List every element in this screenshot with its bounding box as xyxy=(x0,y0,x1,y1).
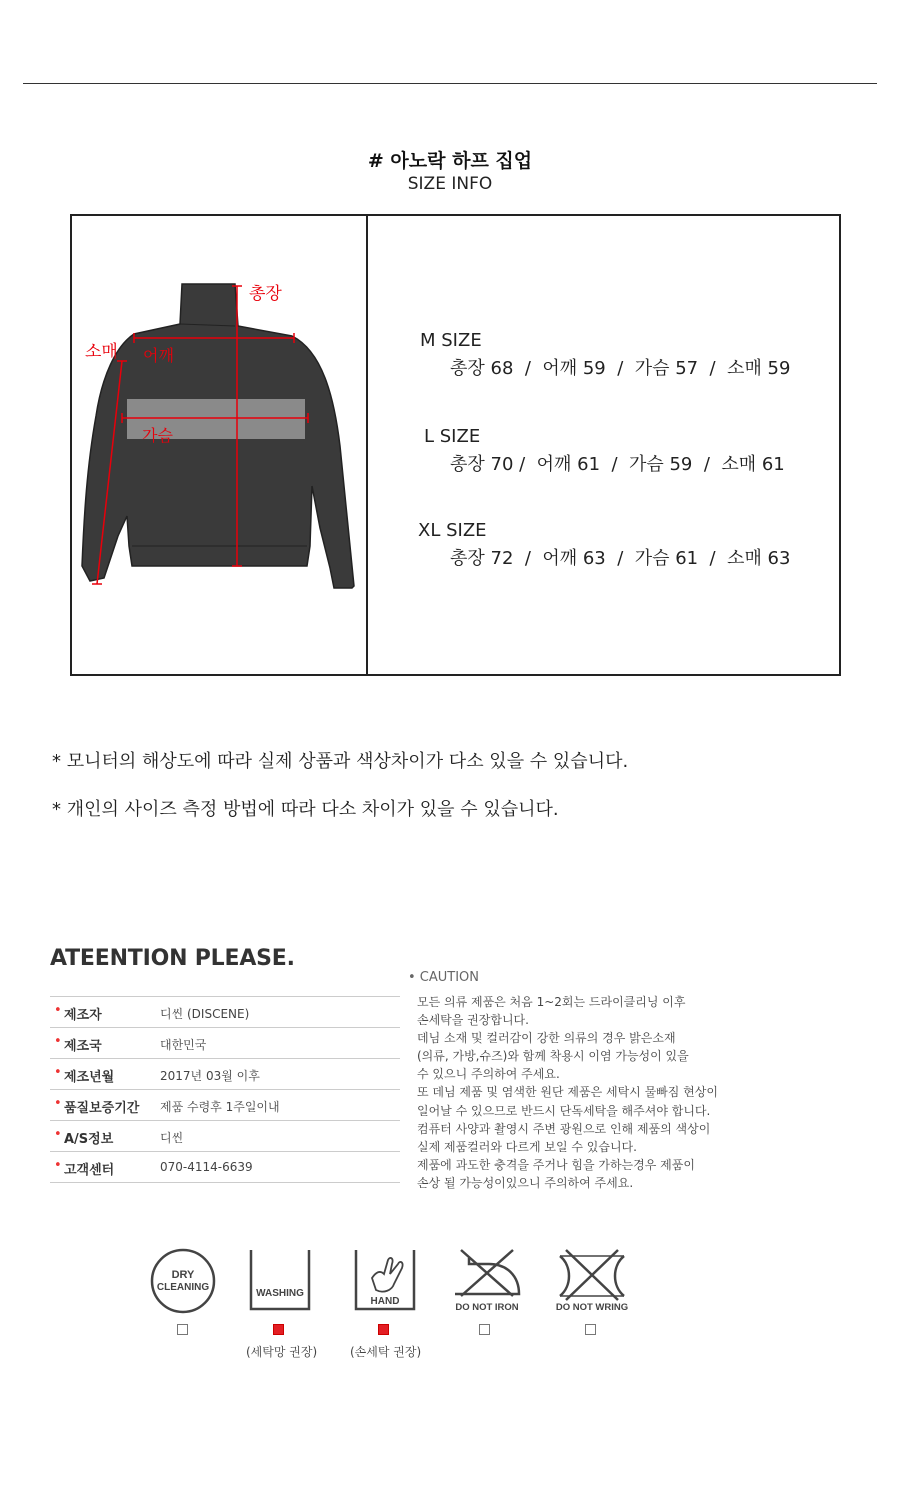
caution-line: 데님 소재 및 컬러감이 강한 의류의 경우 밝은소재 xyxy=(417,1031,676,1046)
size-m xyxy=(420,330,790,380)
care-text: CLEANING xyxy=(156,1282,210,1293)
caution-line: 제품에 과도한 충격을 주거나 힘을 가하는경우 제품이 xyxy=(417,1157,695,1172)
size-label: L SIZE xyxy=(424,426,481,447)
info-value: 디씬 (DISCENE) xyxy=(160,1007,250,1021)
info-row xyxy=(50,1120,400,1151)
care-text: DRY xyxy=(171,1269,195,1281)
info-key: 제조국 xyxy=(64,1039,102,1054)
caution-line: 실제 제품컬러와 다르게 보일 수 있습니다. xyxy=(417,1139,637,1154)
bullet-icon: • xyxy=(54,1034,62,1049)
bullet-icon: • xyxy=(54,1158,62,1173)
product-info-table xyxy=(50,996,400,1183)
hand-wash-icon xyxy=(345,1246,425,1316)
info-value: 2017년 03월 이후 xyxy=(160,1069,260,1083)
size-values: 총장 70 / 어깨 61 / 가슴 59 / 소매 61 xyxy=(450,454,785,475)
do-not-wring-checkbox[interactable] xyxy=(585,1324,596,1335)
caution-line: 수 있으니 주의하여 주세요. xyxy=(417,1067,560,1082)
top-divider xyxy=(23,83,877,84)
label-shoulder: 어깨 xyxy=(143,346,174,365)
label-length: 총장 xyxy=(249,284,282,304)
caution-title: • CAUTION xyxy=(408,970,480,985)
caution-line: 또 데님 제품 및 염색한 원단 제품은 세탁시 물빠짐 현상이 xyxy=(417,1085,718,1100)
info-key: 제조자 xyxy=(64,1008,102,1023)
care-text: HAND xyxy=(370,1296,400,1307)
garment-illustration xyxy=(72,216,366,674)
size-label: M SIZE xyxy=(420,330,482,351)
bullet-icon: • xyxy=(54,1096,62,1111)
info-row xyxy=(50,1027,400,1058)
care-text: WASHING xyxy=(256,1288,304,1299)
info-value: 제품 수령후 1주일이내 xyxy=(160,1100,280,1114)
do-not-wring-icon xyxy=(552,1246,632,1316)
product-title: # 아노락 하프 집업 xyxy=(367,150,533,172)
caution-line: 손상 될 가능성이있으니 주의하여 주세요. xyxy=(417,1175,634,1190)
washing-checkbox[interactable] xyxy=(273,1324,284,1335)
info-row xyxy=(50,1058,400,1089)
info-value: 디씬 xyxy=(160,1131,184,1145)
info-key: 품질보증기간 xyxy=(64,1101,140,1116)
notice-measure: * 개인의 사이즈 측정 방법에 따라 다소 차이가 있을 수 있습니다. xyxy=(52,799,559,820)
bullet-icon: • xyxy=(54,1127,62,1142)
info-key: 제조년월 xyxy=(64,1070,115,1085)
do-not-iron-checkbox[interactable] xyxy=(479,1324,490,1335)
caution-text xyxy=(417,993,757,1192)
hand-wash-note: (손세탁 권장) xyxy=(350,1345,422,1359)
size-xl xyxy=(418,520,790,570)
caution-line: 손세탁을 권장합니다. xyxy=(417,1013,529,1028)
table-divider xyxy=(366,216,368,674)
size-info-heading: SIZE INFO xyxy=(407,174,493,194)
info-value: 대한민국 xyxy=(160,1038,207,1052)
care-text: DO NOT WRING xyxy=(555,1302,629,1313)
size-values: 총장 68 / 어깨 59 / 가슴 57 / 소매 59 xyxy=(450,358,791,379)
size-values: 총장 72 / 어깨 63 / 가슴 61 / 소매 63 xyxy=(450,548,791,569)
washing-note: (세탁망 권장) xyxy=(246,1345,318,1359)
size-l xyxy=(424,426,785,476)
info-value: 070-4114-6639 xyxy=(160,1160,253,1174)
notice-monitor: * 모니터의 해상도에 따라 실제 상품과 색상차이가 다소 있을 수 있습니다. xyxy=(52,751,629,772)
washing-icon xyxy=(240,1246,320,1316)
caution-line: 모든 의류 제품은 처음 1~2회는 드라이클리닝 이후 xyxy=(417,995,686,1009)
info-key: A/S정보 xyxy=(64,1132,114,1147)
bullet-icon: • xyxy=(54,1003,62,1018)
info-row xyxy=(50,1089,400,1120)
bullet-icon: • xyxy=(54,1065,62,1080)
size-label: XL SIZE xyxy=(418,520,487,541)
info-key: 고객센터 xyxy=(64,1163,115,1178)
dry-cleaning-checkbox[interactable] xyxy=(177,1324,188,1335)
label-chest: 가슴 xyxy=(142,426,173,445)
dry-cleaning-icon xyxy=(143,1246,223,1316)
info-row xyxy=(50,996,400,1027)
attention-title: ATEENTION PLEASE. xyxy=(50,946,295,971)
label-sleeve: 소매 xyxy=(85,342,118,362)
hand-wash-checkbox[interactable] xyxy=(378,1324,389,1335)
caution-line: 컴퓨터 사양과 촬영시 주변 광원으로 인해 제품의 색상이 xyxy=(417,1121,711,1136)
info-row xyxy=(50,1151,400,1183)
caution-line: 일어날 수 있으므로 반드시 단독세탁을 해주셔야 합니다. xyxy=(417,1103,711,1118)
do-not-iron-icon xyxy=(447,1246,527,1316)
size-info-table xyxy=(70,214,841,676)
half-zip-sweatshirt-icon xyxy=(72,216,366,674)
care-text: DO NOT IRON xyxy=(455,1302,519,1313)
caution-line: (의류, 가방,슈즈)와 함께 착용시 이염 가능성이 있을 xyxy=(417,1049,689,1064)
